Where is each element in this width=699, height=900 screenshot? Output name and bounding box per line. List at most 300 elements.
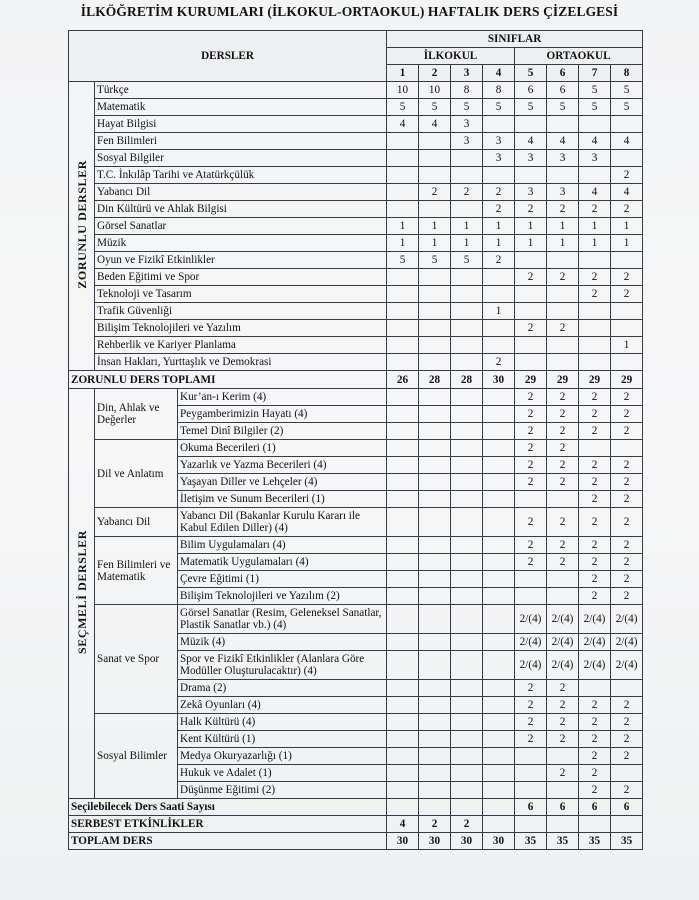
hour-cell: 2/(4) <box>579 605 611 634</box>
lesson-name: Trafik Güvenliği <box>95 303 387 320</box>
hour-cell: 2 <box>547 508 579 537</box>
hour-cell: 26 <box>387 371 419 389</box>
hour-cell <box>515 571 547 588</box>
summary-row <box>69 799 643 816</box>
grade-cell: 2 <box>419 65 451 82</box>
hour-cell <box>387 731 419 748</box>
hour-cell <box>419 167 451 184</box>
hour-cell <box>419 337 451 354</box>
hour-cell: 3 <box>483 150 515 167</box>
hour-cell: 2 <box>611 491 643 508</box>
hour-cell <box>483 651 515 680</box>
hour-cell <box>387 680 419 697</box>
lesson-name: Teknoloji ve Tasarım <box>95 286 387 303</box>
elective-lesson-name: Çevre Eğitimi (1) <box>178 571 387 588</box>
hour-cell <box>419 320 451 337</box>
hour-cell <box>451 731 483 748</box>
hour-cell <box>483 269 515 286</box>
hour-cell <box>387 286 419 303</box>
compulsory-row <box>69 320 643 337</box>
hour-cell <box>451 337 483 354</box>
hour-cell <box>419 680 451 697</box>
hour-cell <box>483 508 515 537</box>
compulsory-total-row <box>69 371 643 389</box>
hour-cell <box>419 537 451 554</box>
elective-group-name: Yabancı Dil <box>95 508 178 537</box>
hour-cell: 2 <box>579 423 611 440</box>
hour-cell: 6 <box>547 82 579 99</box>
hour-cell: 2 <box>579 406 611 423</box>
lesson-name: Hayat Bilgisi <box>95 116 387 133</box>
hour-cell: 2 <box>611 389 643 406</box>
elective-group-name: Fen Bilimleri ve Matematik <box>95 537 178 605</box>
hour-cell <box>515 303 547 320</box>
hour-cell <box>547 252 579 269</box>
hour-cell: 5 <box>387 252 419 269</box>
hour-cell: 2 <box>515 320 547 337</box>
hour-cell <box>515 337 547 354</box>
hour-cell: 30 <box>387 833 419 850</box>
hour-cell <box>611 680 643 697</box>
hour-cell: 2 <box>483 252 515 269</box>
hour-cell: 2 <box>451 816 483 833</box>
hour-cell: 35 <box>547 833 579 850</box>
hour-cell <box>483 697 515 714</box>
hour-cell: 2 <box>547 406 579 423</box>
hour-cell: 1 <box>547 218 579 235</box>
summary-row <box>69 816 643 833</box>
elective-group-name: Dil ve Anlatım <box>95 440 178 508</box>
hour-cell <box>611 440 643 457</box>
hour-cell <box>451 571 483 588</box>
hour-cell <box>387 133 419 150</box>
hour-cell <box>387 184 419 201</box>
hour-cell <box>387 537 419 554</box>
hour-cell <box>419 588 451 605</box>
hour-cell: 2 <box>579 697 611 714</box>
hour-cell: 2 <box>515 537 547 554</box>
hour-cell <box>579 816 611 833</box>
hour-cell: 4 <box>579 184 611 201</box>
hour-cell: 4 <box>611 184 643 201</box>
hour-cell <box>547 337 579 354</box>
hour-cell: 2 <box>611 782 643 799</box>
lessons-header: DERSLER <box>69 31 387 82</box>
elective-group-name: Sanat ve Spor <box>95 605 178 714</box>
lesson-name: Din Kültürü ve Ahlak Bilgisi <box>95 201 387 218</box>
hour-cell: 2/(4) <box>579 651 611 680</box>
hour-cell: 29 <box>515 371 547 389</box>
hour-cell: 2 <box>483 184 515 201</box>
hour-cell: 8 <box>451 82 483 99</box>
hour-cell <box>579 116 611 133</box>
hour-cell <box>387 605 419 634</box>
hour-cell <box>419 605 451 634</box>
hour-cell: 2 <box>579 782 611 799</box>
hour-cell: 5 <box>579 82 611 99</box>
hour-cell <box>419 303 451 320</box>
hour-cell <box>451 537 483 554</box>
elective-lesson-name: Okuma Becerileri (1) <box>178 440 387 457</box>
hour-cell <box>483 167 515 184</box>
hour-cell <box>483 337 515 354</box>
hour-cell: 2 <box>419 816 451 833</box>
hour-cell <box>419 440 451 457</box>
hour-cell: 2 <box>547 389 579 406</box>
compulsory-row <box>69 201 643 218</box>
hour-cell: 2 <box>579 571 611 588</box>
hour-cell <box>547 588 579 605</box>
elective-label-text: SEÇMELİ DERSLER <box>74 529 89 655</box>
summary-label: TOPLAM DERS <box>69 833 387 850</box>
hour-cell: 28 <box>451 371 483 389</box>
hour-cell: 2 <box>611 423 643 440</box>
compulsory-row <box>69 252 643 269</box>
hour-cell: 2 <box>515 406 547 423</box>
hour-cell: 2 <box>579 765 611 782</box>
elective-row <box>69 508 643 537</box>
hour-cell <box>387 389 419 406</box>
lesson-name: Sosyal Bilgiler <box>95 150 387 167</box>
hour-cell <box>387 588 419 605</box>
lesson-name: Rehberlik ve Kariyer Planlama <box>95 337 387 354</box>
hour-cell: 2 <box>579 389 611 406</box>
hour-cell <box>483 588 515 605</box>
hour-cell <box>483 474 515 491</box>
hour-cell: 6 <box>547 799 579 816</box>
hour-cell <box>451 406 483 423</box>
compulsory-row <box>69 116 643 133</box>
hour-cell <box>483 799 515 816</box>
hour-cell <box>451 167 483 184</box>
hour-cell: 2 <box>579 714 611 731</box>
hour-cell <box>419 571 451 588</box>
hour-cell: 5 <box>579 99 611 116</box>
hour-cell: 1 <box>419 218 451 235</box>
hour-cell: 2 <box>547 440 579 457</box>
hour-cell <box>579 680 611 697</box>
hour-cell: 5 <box>547 99 579 116</box>
hour-cell: 5 <box>419 99 451 116</box>
hour-cell <box>387 799 419 816</box>
hour-cell: 1 <box>483 218 515 235</box>
hour-cell <box>419 150 451 167</box>
hour-cell <box>387 474 419 491</box>
hour-cell: 2/(4) <box>515 651 547 680</box>
hour-cell <box>419 765 451 782</box>
hour-cell: 2 <box>547 320 579 337</box>
hour-cell <box>451 508 483 537</box>
hour-cell <box>515 491 547 508</box>
hour-cell: 2 <box>579 457 611 474</box>
lesson-name: Görsel Sanatlar <box>95 218 387 235</box>
hour-cell <box>579 167 611 184</box>
compulsory-row <box>69 235 643 252</box>
elective-lesson-name: İletişim ve Sunum Becerileri (1) <box>178 491 387 508</box>
hour-cell <box>451 150 483 167</box>
hour-cell <box>611 252 643 269</box>
hour-cell <box>611 816 643 833</box>
hour-cell: 30 <box>483 833 515 850</box>
elective-lesson-name: Yabancı Dil (Bakanlar Kurulu Kararı ile Kabul Edilen Diller) (4) <box>178 508 387 537</box>
hour-cell <box>419 799 451 816</box>
hour-cell <box>547 782 579 799</box>
hour-cell <box>451 286 483 303</box>
hour-cell <box>483 389 515 406</box>
document-title: İLKÖĞRETİM KURUMLARI (İLKOKUL-ORTAOKUL) HAFTALIK DERS ÇİZELGESİ <box>80 4 619 19</box>
hour-cell <box>387 554 419 571</box>
hour-cell <box>515 748 547 765</box>
hour-cell: 2 <box>611 286 643 303</box>
hour-cell <box>611 303 643 320</box>
elective-lesson-name: Kent Kültürü (1) <box>178 731 387 748</box>
elective-row <box>69 537 643 554</box>
hour-cell <box>387 440 419 457</box>
hour-cell <box>547 303 579 320</box>
hour-cell: 6 <box>515 82 547 99</box>
hour-cell <box>451 389 483 406</box>
hour-cell: 1 <box>419 235 451 252</box>
elective-lesson-name: Zekâ Oyunları (4) <box>178 697 387 714</box>
hour-cell: 2 <box>515 389 547 406</box>
compulsory-row <box>69 218 643 235</box>
hour-cell: 5 <box>387 99 419 116</box>
hour-cell <box>419 714 451 731</box>
hour-cell <box>387 167 419 184</box>
hour-cell <box>547 286 579 303</box>
hour-cell: 1 <box>579 218 611 235</box>
hour-cell: 2 <box>515 269 547 286</box>
compulsory-row <box>69 99 643 116</box>
hour-cell <box>387 406 419 423</box>
hour-cell: 2/(4) <box>611 651 643 680</box>
hour-cell: 2 <box>579 748 611 765</box>
hour-cell: 2 <box>515 201 547 218</box>
elective-section-label <box>69 389 95 799</box>
hour-cell: 2 <box>547 537 579 554</box>
elective-lesson-name: Temel Dinî Bilgiler (2) <box>178 423 387 440</box>
hour-cell <box>611 150 643 167</box>
hour-cell: 2 <box>483 201 515 218</box>
hour-cell: 30 <box>483 371 515 389</box>
hour-cell <box>611 765 643 782</box>
hour-cell: 10 <box>419 82 451 99</box>
hour-cell <box>387 748 419 765</box>
hour-cell: 2 <box>579 554 611 571</box>
hour-cell <box>515 816 547 833</box>
grade-cell: 6 <box>547 65 579 82</box>
elective-lesson-name: Halk Kültürü (4) <box>178 714 387 731</box>
hour-cell <box>387 508 419 537</box>
compulsory-row <box>69 150 643 167</box>
hour-cell: 3 <box>579 150 611 167</box>
hour-cell: 3 <box>515 150 547 167</box>
hour-cell <box>483 816 515 833</box>
elective-lesson-name: Düşünme Eğitimi (2) <box>178 782 387 799</box>
hour-cell: 5 <box>515 99 547 116</box>
hour-cell <box>451 782 483 799</box>
hour-cell <box>419 508 451 537</box>
hour-cell <box>547 816 579 833</box>
hour-cell: 2 <box>515 714 547 731</box>
hour-cell <box>515 116 547 133</box>
hour-cell <box>419 286 451 303</box>
lesson-name: Matematik <box>95 99 387 116</box>
hour-cell: 3 <box>451 116 483 133</box>
hour-cell <box>387 571 419 588</box>
hour-cell <box>451 605 483 634</box>
hour-cell <box>419 133 451 150</box>
hour-cell <box>515 354 547 371</box>
hour-cell: 3 <box>547 184 579 201</box>
hour-cell: 35 <box>515 833 547 850</box>
hour-cell: 5 <box>611 99 643 116</box>
elective-lesson-name: Müzik (4) <box>178 634 387 651</box>
hour-cell <box>483 457 515 474</box>
hour-cell <box>547 116 579 133</box>
hour-cell: 2 <box>579 269 611 286</box>
hour-cell <box>451 748 483 765</box>
hour-cell: 1 <box>611 337 643 354</box>
hour-cell <box>419 731 451 748</box>
hour-cell: 1 <box>515 235 547 252</box>
hour-cell <box>451 474 483 491</box>
hour-cell <box>387 651 419 680</box>
compulsory-row <box>69 167 643 184</box>
hour-cell: 29 <box>611 371 643 389</box>
hour-cell: 4 <box>547 133 579 150</box>
hour-cell: 2 <box>547 765 579 782</box>
hour-cell: 2 <box>451 184 483 201</box>
elective-lesson-name: Yaşayan Diller ve Lehçeler (4) <box>178 474 387 491</box>
elective-lesson-name: Hukuk ve Adalet (1) <box>178 765 387 782</box>
hour-cell <box>419 423 451 440</box>
hour-cell <box>387 423 419 440</box>
hour-cell <box>419 748 451 765</box>
hour-cell: 5 <box>419 252 451 269</box>
hour-cell <box>419 406 451 423</box>
hour-cell <box>387 697 419 714</box>
hour-cell: 2 <box>483 354 515 371</box>
hour-cell <box>515 167 547 184</box>
elective-lesson-name: Drama (2) <box>178 680 387 697</box>
hour-cell: 2 <box>611 508 643 537</box>
hour-cell: 2 <box>579 588 611 605</box>
hour-cell: 5 <box>483 99 515 116</box>
hour-cell <box>451 457 483 474</box>
hour-cell: 2 <box>611 554 643 571</box>
hour-cell: 3 <box>483 133 515 150</box>
hour-cell: 6 <box>611 799 643 816</box>
hour-cell: 1 <box>515 218 547 235</box>
hour-cell: 2 <box>611 697 643 714</box>
hour-cell <box>387 269 419 286</box>
hour-cell <box>579 303 611 320</box>
hour-cell <box>483 286 515 303</box>
summary-row <box>69 833 643 850</box>
hour-cell <box>419 634 451 651</box>
hour-cell <box>451 714 483 731</box>
hour-cell: 1 <box>451 218 483 235</box>
hour-cell: 2 <box>515 440 547 457</box>
hour-cell <box>611 116 643 133</box>
hour-cell: 2 <box>579 491 611 508</box>
elective-group-name: Din, Ahlak ve Değerler <box>95 389 178 440</box>
hour-cell: 2 <box>579 537 611 554</box>
hour-cell: 2 <box>515 697 547 714</box>
hour-cell: 2 <box>611 537 643 554</box>
hour-cell <box>451 554 483 571</box>
hour-cell: 2/(4) <box>547 634 579 651</box>
hour-cell: 2/(4) <box>611 634 643 651</box>
elective-group-name: Sosyal Bilimler <box>95 714 178 799</box>
hour-cell <box>387 457 419 474</box>
hour-cell: 2/(4) <box>611 605 643 634</box>
hour-cell: 2 <box>611 474 643 491</box>
hour-cell: 2 <box>579 508 611 537</box>
hour-cell <box>515 765 547 782</box>
compulsory-total-label: ZORUNLU DERS TOPLAMI <box>69 371 387 389</box>
hour-cell: 1 <box>483 235 515 252</box>
lesson-name: İnsan Hakları, Yurttaşlık ve Demokrasi <box>95 354 387 371</box>
lesson-name: Fen Bilimleri <box>95 133 387 150</box>
hour-cell <box>451 354 483 371</box>
hour-cell <box>547 571 579 588</box>
hour-cell <box>419 782 451 799</box>
elective-lesson-name: Bilişim Teknolojileri ve Yazılım (2) <box>178 588 387 605</box>
hour-cell: 2 <box>515 423 547 440</box>
hour-cell <box>451 651 483 680</box>
hour-cell: 2 <box>515 457 547 474</box>
hour-cell <box>483 537 515 554</box>
hour-cell: 2 <box>515 508 547 537</box>
elective-row <box>69 714 643 731</box>
hour-cell <box>387 714 419 731</box>
hour-cell <box>483 680 515 697</box>
hour-cell <box>451 799 483 816</box>
hour-cell: 2 <box>547 423 579 440</box>
elective-row <box>69 389 643 406</box>
hour-cell: 4 <box>611 133 643 150</box>
hour-cell <box>451 320 483 337</box>
hour-cell <box>579 252 611 269</box>
hour-cell <box>419 201 451 218</box>
compulsory-row <box>69 354 643 371</box>
hour-cell <box>483 605 515 634</box>
hour-cell <box>451 765 483 782</box>
hour-cell: 2 <box>547 680 579 697</box>
hour-cell <box>419 269 451 286</box>
hour-cell <box>483 571 515 588</box>
hour-cell <box>451 680 483 697</box>
elective-lesson-name: Görsel Sanatlar (Resim, Geleneksel Sanatlar, Plastik Sanatlar vb.) (4) <box>178 605 387 634</box>
hour-cell: 1 <box>451 235 483 252</box>
weekly-schedule-table <box>68 30 643 850</box>
hour-cell: 2 <box>547 474 579 491</box>
hour-cell <box>483 714 515 731</box>
hour-cell: 2 <box>579 201 611 218</box>
hour-cell: 2 <box>579 474 611 491</box>
hour-cell: 4 <box>387 816 419 833</box>
hour-cell <box>451 634 483 651</box>
elective-row <box>69 605 643 634</box>
elective-lesson-name: Medya Okuryazarlığı (1) <box>178 748 387 765</box>
elective-lesson-name: Matematik Uygulamaları (4) <box>178 554 387 571</box>
hour-cell <box>419 457 451 474</box>
hour-cell <box>387 303 419 320</box>
hour-cell <box>387 354 419 371</box>
hour-cell <box>387 150 419 167</box>
